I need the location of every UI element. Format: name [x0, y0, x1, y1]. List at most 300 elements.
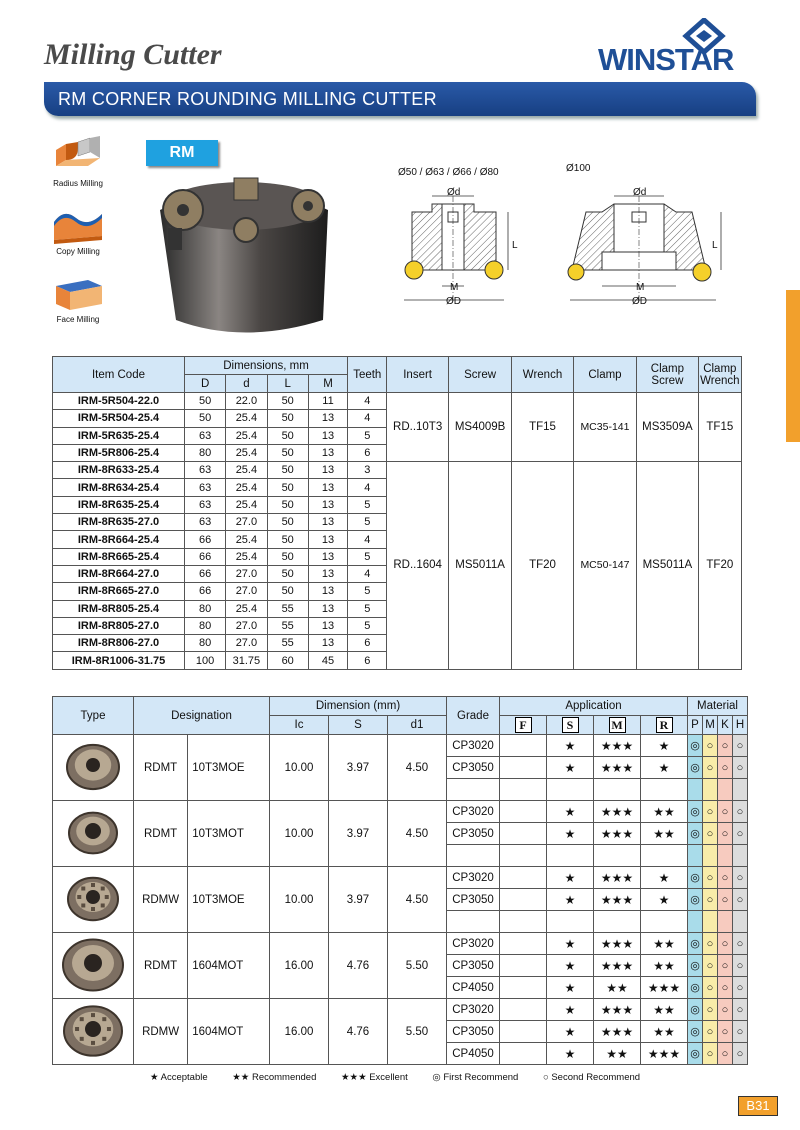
item-code: IRM-8R1006-31.75	[53, 652, 185, 669]
th-dimensions: Dimensions, mm	[184, 357, 347, 375]
cell-ic: 16.00	[270, 933, 329, 999]
cutter-spec-table	[52, 356, 742, 670]
insert-code: 1604MOT	[188, 933, 270, 999]
cell-grade	[447, 779, 500, 801]
cell-l: 50	[267, 410, 308, 427]
round-insert-icon	[58, 933, 128, 995]
cell-app-f	[500, 1021, 547, 1043]
cell-mat-k: ○	[718, 735, 733, 757]
cell-app-m: ★★★	[594, 933, 641, 955]
cell-mat-k: ○	[718, 757, 733, 779]
cell-teeth: 5	[348, 496, 387, 513]
cell-ic: 10.00	[270, 801, 329, 867]
cell-mat-k	[718, 845, 733, 867]
cell-app-f	[500, 845, 547, 867]
cell-app-s: ★	[547, 933, 594, 955]
cell-mat-m: ○	[703, 757, 718, 779]
cell-d: 80	[184, 617, 225, 634]
cell-d: 63	[184, 479, 225, 496]
cell-app-s	[547, 911, 594, 933]
cell-mat-h: ○	[733, 999, 748, 1021]
table-row	[53, 462, 742, 479]
diagram-right	[566, 182, 736, 312]
cell-l: 50	[267, 548, 308, 565]
item-code: IRM-8R664-27.0	[53, 565, 185, 582]
cell-app-s	[547, 845, 594, 867]
table-row	[53, 801, 748, 823]
th-item-code: Item Code	[53, 357, 185, 393]
round-insert-icon	[58, 735, 128, 797]
cell-insert: RD..10T3	[387, 393, 448, 462]
cell-screw: MS5011A	[448, 462, 511, 670]
cell-d: 25.4	[226, 548, 267, 565]
cell-insert: RD..1604	[387, 462, 448, 670]
diagram-left-L: L	[512, 240, 518, 251]
cell-mat-p	[688, 845, 703, 867]
cell-d: 25.4	[226, 444, 267, 461]
cell-m: 13	[308, 427, 347, 444]
cell-l: 50	[267, 514, 308, 531]
item-code: IRM-8R664-25.4	[53, 531, 185, 548]
legend-second: ○ Second Recommend	[542, 1072, 641, 1083]
cell-l: 50	[267, 565, 308, 582]
cell-mat-h: ○	[733, 889, 748, 911]
cell-clamp-wrench: TF15	[698, 393, 741, 462]
cell-app-s: ★	[547, 735, 594, 757]
cell-app-r: ★★★	[641, 1043, 688, 1065]
th-app-s	[547, 716, 594, 735]
th-D: D	[184, 375, 225, 393]
cell-grade: CP3050	[447, 889, 500, 911]
cell-mat-p	[688, 779, 703, 801]
th-app-r	[641, 716, 688, 735]
cell-app-f	[500, 933, 547, 955]
cell-m: 13	[308, 444, 347, 461]
cell-d: 22.0	[226, 393, 267, 410]
th-mat-h: H	[733, 716, 748, 735]
op-radius-milling	[46, 136, 110, 188]
th-wrench: Wrench	[512, 357, 573, 393]
cell-mat-k: ○	[718, 999, 733, 1021]
cell-grade	[447, 845, 500, 867]
cell-m: 13	[308, 410, 347, 427]
diagram-left-M: M	[450, 282, 459, 293]
th-teeth: Teeth	[348, 357, 387, 393]
th-d1: d1	[388, 716, 447, 735]
cell-app-m: ★★	[594, 977, 641, 999]
cell-mat-h: ○	[733, 933, 748, 955]
cell-mat-p: ◎	[688, 999, 703, 1021]
cell-mat-p: ◎	[688, 801, 703, 823]
th-ic: Ic	[270, 716, 329, 735]
insert-image-cell	[53, 999, 134, 1065]
cell-s: 3.97	[329, 801, 388, 867]
cell-app-s: ★	[547, 999, 594, 1021]
table-row	[53, 393, 742, 410]
legend	[150, 1072, 662, 1083]
cell-clamp: MC50-147	[573, 462, 636, 670]
cell-app-r: ★	[641, 757, 688, 779]
cell-app-r: ★★	[641, 955, 688, 977]
th-mat-m: M	[703, 716, 718, 735]
cell-l: 50	[267, 444, 308, 461]
cell-ic: 10.00	[270, 735, 329, 801]
cell-teeth: 6	[348, 444, 387, 461]
cell-d: 25.4	[226, 496, 267, 513]
cell-d: 25.4	[226, 462, 267, 479]
cell-grade: CP3020	[447, 999, 500, 1021]
cell-l: 55	[267, 635, 308, 652]
cell-app-m: ★★★	[594, 757, 641, 779]
cell-mat-h: ○	[733, 955, 748, 977]
cell-d: 66	[184, 565, 225, 582]
cell-m: 13	[308, 583, 347, 600]
op-label: Radius Milling	[53, 179, 103, 188]
item-code: IRM-8R665-27.0	[53, 583, 185, 600]
cell-mat-k: ○	[718, 977, 733, 999]
cell-mat-m: ○	[703, 999, 718, 1021]
table-row	[53, 999, 748, 1021]
cell-mat-k: ○	[718, 867, 733, 889]
cell-mat-p: ◎	[688, 1021, 703, 1043]
cell-mat-p: ◎	[688, 955, 703, 977]
cell-app-m: ★★★	[594, 999, 641, 1021]
cell-d: 25.4	[226, 479, 267, 496]
cell-app-f	[500, 889, 547, 911]
item-code: IRM-8R635-25.4	[53, 496, 185, 513]
table-row	[53, 867, 748, 889]
cell-mat-m: ○	[703, 823, 718, 845]
cell-mat-h	[733, 779, 748, 801]
cell-mat-k	[718, 911, 733, 933]
product-label: RM	[146, 140, 218, 166]
cell-l: 50	[267, 462, 308, 479]
cell-mat-h: ○	[733, 735, 748, 757]
legend-first: ◎ First Recommend	[432, 1072, 519, 1083]
cell-app-m	[594, 779, 641, 801]
cell-d: 66	[184, 548, 225, 565]
radius-milling-icon	[48, 136, 108, 176]
cell-mat-m: ○	[703, 1021, 718, 1043]
th-app-m	[594, 716, 641, 735]
cell-screw: MS4009B	[448, 393, 511, 462]
insert-code: 1604MOT	[188, 999, 270, 1065]
th-M: M	[308, 375, 347, 393]
th-application: Application	[500, 697, 688, 716]
th-clamp-wrench: Clamp Wrench	[698, 357, 741, 393]
diagram-left-d: Ød	[447, 187, 461, 198]
cell-clamp-wrench: TF20	[698, 462, 741, 670]
cell-app-r	[641, 911, 688, 933]
cell-app-s: ★	[547, 757, 594, 779]
cell-mat-m	[703, 779, 718, 801]
cell-grade: CP3050	[447, 1021, 500, 1043]
legend-acceptable: ★ Acceptable	[150, 1072, 208, 1083]
item-code: IRM-8R665-25.4	[53, 548, 185, 565]
th-type: Type	[53, 697, 134, 735]
cell-app-m: ★★★	[594, 735, 641, 757]
cell-app-f	[500, 823, 547, 845]
copy-milling-icon	[48, 204, 108, 244]
cell-s: 3.97	[329, 735, 388, 801]
th-clamp-screw: Clamp Screw	[637, 357, 698, 393]
cell-mat-p: ◎	[688, 977, 703, 999]
cell-teeth: 3	[348, 462, 387, 479]
cell-teeth: 5	[348, 583, 387, 600]
cell-mat-m: ○	[703, 801, 718, 823]
cell-mat-m: ○	[703, 977, 718, 999]
diagram-left-D: ØD	[446, 296, 461, 307]
cell-mat-m: ○	[703, 889, 718, 911]
cell-app-s: ★	[547, 1043, 594, 1065]
diagram-right-M: M	[636, 282, 645, 293]
cell-teeth: 4	[348, 410, 387, 427]
cell-m: 13	[308, 635, 347, 652]
cell-mat-p: ◎	[688, 889, 703, 911]
cell-mat-k: ○	[718, 823, 733, 845]
th-d: d	[226, 375, 267, 393]
insert-prefix: RDMT	[134, 933, 188, 999]
diagram-left-title: Ø50 / Ø63 / Ø66 / Ø80	[398, 167, 499, 178]
legend-recommended: ★★ Recommended	[232, 1072, 317, 1083]
cell-teeth: 5	[348, 514, 387, 531]
cell-m: 13	[308, 565, 347, 582]
cell-d: 50	[184, 410, 225, 427]
cell-m: 13	[308, 531, 347, 548]
banner-title: RM CORNER ROUNDING MILLING CUTTER	[58, 89, 437, 109]
brand-name: WINSTAR	[598, 42, 734, 77]
cell-app-m: ★★★	[594, 889, 641, 911]
item-code: IRM-8R634-25.4	[53, 479, 185, 496]
item-code: IRM-8R805-27.0	[53, 617, 185, 634]
cell-app-s: ★	[547, 889, 594, 911]
cell-m: 13	[308, 548, 347, 565]
cell-mat-p: ◎	[688, 823, 703, 845]
cell-clamp-screw: MS5011A	[637, 462, 698, 670]
op-label: Copy Milling	[56, 247, 100, 256]
insert-image-cell	[53, 801, 134, 867]
cell-app-f	[500, 735, 547, 757]
cell-mat-m: ○	[703, 1043, 718, 1065]
cell-app-m: ★★★	[594, 801, 641, 823]
cell-app-m: ★★	[594, 1043, 641, 1065]
cell-s: 3.97	[329, 867, 388, 933]
cell-app-f	[500, 911, 547, 933]
cell-grade: CP3050	[447, 823, 500, 845]
cell-mat-k: ○	[718, 1021, 733, 1043]
cell-mat-m: ○	[703, 933, 718, 955]
cell-d: 25.4	[226, 427, 267, 444]
cell-app-m: ★★★	[594, 1021, 641, 1043]
cell-m: 13	[308, 514, 347, 531]
cell-ic: 16.00	[270, 999, 329, 1065]
cell-teeth: 4	[348, 565, 387, 582]
cell-d: 63	[184, 496, 225, 513]
cell-app-f	[500, 779, 547, 801]
insert-table	[52, 696, 748, 1065]
cell-app-f	[500, 977, 547, 999]
cell-app-r: ★★	[641, 801, 688, 823]
face-milling-icon	[48, 272, 108, 312]
diagram-right-D: ØD	[632, 296, 647, 307]
cell-clamp: MC35-141	[573, 393, 636, 462]
item-code: IRM-8R805-25.4	[53, 600, 185, 617]
cell-mat-m: ○	[703, 867, 718, 889]
cell-teeth: 5	[348, 427, 387, 444]
cell-app-f	[500, 867, 547, 889]
cell-teeth: 4	[348, 393, 387, 410]
cell-app-r: ★★	[641, 1021, 688, 1043]
diagram-right-L: L	[712, 240, 718, 251]
th-mat-p: P	[688, 716, 703, 735]
cell-app-f	[500, 801, 547, 823]
cell-mat-m: ○	[703, 955, 718, 977]
cell-l: 50	[267, 583, 308, 600]
cell-app-m: ★★★	[594, 823, 641, 845]
th-mat-k: K	[718, 716, 733, 735]
cell-grade	[447, 911, 500, 933]
cell-d: 25.4	[226, 600, 267, 617]
insert-prefix: RDMT	[134, 735, 188, 801]
cell-l: 55	[267, 600, 308, 617]
cell-d: 31.75	[226, 652, 267, 669]
cell-d: 80	[184, 635, 225, 652]
item-code: IRM-5R635-25.4	[53, 427, 185, 444]
cell-m: 13	[308, 479, 347, 496]
cell-grade: CP3050	[447, 757, 500, 779]
cell-d: 50	[184, 393, 225, 410]
cell-d1: 4.50	[388, 735, 447, 801]
cell-app-r: ★★★	[641, 977, 688, 999]
round-insert-icon	[58, 801, 128, 863]
cell-teeth: 4	[348, 531, 387, 548]
cell-grade: CP4050	[447, 977, 500, 999]
insert-image-cell	[53, 933, 134, 999]
cell-mat-k	[718, 779, 733, 801]
cell-app-r	[641, 845, 688, 867]
cell-teeth: 5	[348, 617, 387, 634]
cell-m: 11	[308, 393, 347, 410]
cell-mat-h: ○	[733, 1043, 748, 1065]
cell-teeth: 5	[348, 600, 387, 617]
cell-mat-k: ○	[718, 889, 733, 911]
cell-s: 4.76	[329, 933, 388, 999]
cell-app-s: ★	[547, 801, 594, 823]
insert-prefix: RDMW	[134, 999, 188, 1065]
item-code: IRM-8R806-27.0	[53, 635, 185, 652]
cell-mat-h	[733, 845, 748, 867]
cell-mat-m	[703, 911, 718, 933]
app-m-icon: M	[609, 717, 626, 733]
cell-d: 63	[184, 462, 225, 479]
cell-m: 13	[308, 617, 347, 634]
cell-mat-h: ○	[733, 1021, 748, 1043]
table-row	[53, 933, 748, 955]
cell-grade: CP3020	[447, 867, 500, 889]
app-r-icon: R	[656, 717, 673, 733]
cell-d: 27.0	[226, 565, 267, 582]
cell-mat-h: ○	[733, 801, 748, 823]
cell-d1: 5.50	[388, 999, 447, 1065]
section-banner	[44, 82, 756, 116]
insert-image-cell	[53, 867, 134, 933]
item-code: IRM-5R504-22.0	[53, 393, 185, 410]
cell-mat-k: ○	[718, 801, 733, 823]
cell-m: 13	[308, 462, 347, 479]
cell-app-r: ★	[641, 867, 688, 889]
cell-mat-k: ○	[718, 933, 733, 955]
round-insert-icon	[58, 867, 128, 929]
th-app-f	[500, 716, 547, 735]
cell-l: 50	[267, 496, 308, 513]
cell-d: 27.0	[226, 635, 267, 652]
insert-code: 10T3MOE	[188, 735, 270, 801]
cell-mat-h: ○	[733, 757, 748, 779]
insert-image-cell	[53, 735, 134, 801]
cell-mat-h: ○	[733, 977, 748, 999]
th-designation: Designation	[134, 697, 270, 735]
cell-app-f	[500, 955, 547, 977]
cell-mat-p	[688, 911, 703, 933]
cell-mat-m	[703, 845, 718, 867]
insert-prefix: RDMW	[134, 867, 188, 933]
cell-app-s: ★	[547, 1021, 594, 1043]
cell-l: 50	[267, 427, 308, 444]
cell-app-f	[500, 1043, 547, 1065]
cell-grade: CP3050	[447, 955, 500, 977]
cell-d: 27.0	[226, 514, 267, 531]
th-clamp: Clamp	[573, 357, 636, 393]
cell-grade: CP4050	[447, 1043, 500, 1065]
cell-app-m	[594, 845, 641, 867]
cell-m: 13	[308, 600, 347, 617]
cell-mat-h: ○	[733, 867, 748, 889]
cell-grade: CP3020	[447, 801, 500, 823]
cell-mat-k: ○	[718, 955, 733, 977]
cell-teeth: 4	[348, 479, 387, 496]
cell-mat-k: ○	[718, 1043, 733, 1065]
th-material: Material	[688, 697, 748, 716]
cell-d: 66	[184, 531, 225, 548]
cell-app-r: ★	[641, 889, 688, 911]
cell-app-s: ★	[547, 867, 594, 889]
cell-grade: CP3020	[447, 933, 500, 955]
th-dimension: Dimension (mm)	[270, 697, 447, 716]
cell-l: 50	[267, 479, 308, 496]
cell-l: 60	[267, 652, 308, 669]
cell-m: 13	[308, 496, 347, 513]
cell-app-s: ★	[547, 955, 594, 977]
th-insert: Insert	[387, 357, 448, 393]
cell-app-r: ★★	[641, 933, 688, 955]
cell-app-r	[641, 779, 688, 801]
th-screw: Screw	[448, 357, 511, 393]
cell-app-r: ★	[641, 735, 688, 757]
cell-app-f	[500, 999, 547, 1021]
cell-app-f	[500, 757, 547, 779]
page-number: B31	[738, 1096, 778, 1116]
cell-d: 100	[184, 652, 225, 669]
cell-l: 50	[267, 393, 308, 410]
brand-logo	[598, 18, 758, 76]
table-row	[53, 735, 748, 757]
cell-teeth: 6	[348, 652, 387, 669]
cell-teeth: 5	[348, 548, 387, 565]
op-label: Face Milling	[56, 315, 100, 324]
side-tab	[786, 290, 800, 442]
cell-s: 4.76	[329, 999, 388, 1065]
cell-d1: 5.50	[388, 933, 447, 999]
